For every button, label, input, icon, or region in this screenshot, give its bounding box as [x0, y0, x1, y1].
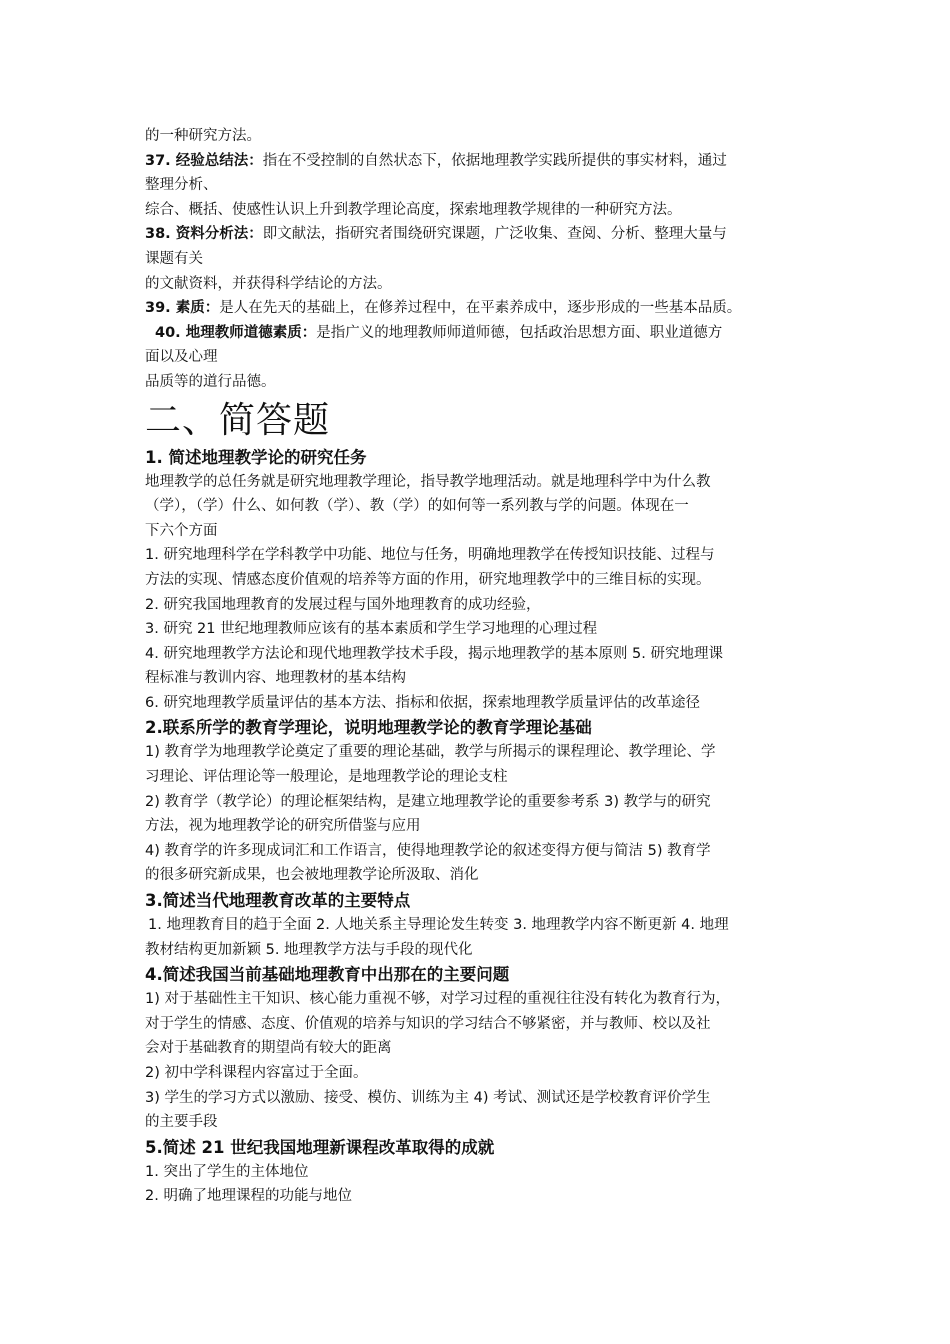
paragraph-line: 品质等的道行品德。: [145, 373, 276, 390]
question-5-answer: [145, 1160, 810, 1209]
definition-term: 37. 经验总结法：: [145, 152, 263, 169]
definition-text: 即文献法，指研究者围绕研究课题，广泛收集、查阅、分析、整理大量与: [262, 226, 727, 243]
answer-line: 的很多研究新成果，也会被地理教学论所汲取、消化: [145, 867, 479, 884]
answer-line: 习理论、评估理论等一般理论，是地理教学论的理论支柱: [145, 769, 508, 786]
paragraph-line: 综合、概括、使感性认识上升到教学理论高度，探索地理教学规律的一种研究方法。: [145, 201, 682, 218]
answer-line: 1) 对于基础性主干知识、核心能力重视不够，对学习过程的重视往往没有转化为教育行为，: [145, 991, 730, 1008]
answer-line: 2) 教育学（教学论）的理论框架结构，是建立地理教学论的重要参考系 3) 教学与的研究: [145, 793, 711, 810]
definition-38: [145, 222, 810, 247]
definition-37: [145, 149, 810, 174]
paragraph-line: 面以及心理: [145, 349, 218, 366]
definition-term: 38. 资料分析法：: [145, 226, 263, 243]
answer-line: 程标准与教训内容、地理教材的基本结构: [145, 670, 406, 687]
question-5-title: 5.简述 21 世纪我国地理新课程改革取得的成就: [145, 1137, 495, 1157]
question-3-answer: [145, 913, 810, 962]
paragraph-line: 的文献资料，并获得科学结论的方法。: [145, 275, 392, 292]
definition-term: 39. 素质：: [145, 300, 220, 317]
answer-line: 3. 研究 21 世纪地理教师应该有的基本素质和学生学习地理的心理过程: [145, 621, 598, 638]
document-page: [145, 124, 810, 1209]
answer-line: 4) 教育学的许多现成词汇和工作语言，使得地理教学论的叙述变得方便与简洁 5) 教育学: [145, 842, 711, 859]
answer-line: 2. 研究我国地理教育的发展过程与国外地理教育的成功经验，: [145, 596, 541, 613]
answer-line: 2. 明确了地理课程的功能与地位: [145, 1188, 352, 1205]
answer-line: 2) 初中学科课程内容富过于全面。: [145, 1065, 368, 1081]
answer-line: 1) 教育学为地理教学论奠定了重要的理论基础，教学与所揭示的课程理论、教学理论、学: [145, 744, 716, 761]
question-2-answer: [145, 740, 810, 888]
answer-line: 的主要手段: [145, 1114, 218, 1131]
definition-39: [145, 296, 810, 321]
question-1-answer: [145, 470, 810, 716]
answer-line: （学），（学）什么、如何教（学）、教（学）的如何等一系列教与学的问题。体现在一: [145, 498, 689, 515]
answer-line: 3) 学生的学习方式以激励、接受、模仿、训练为主 4) 考试、测试还是学校教育评价学生: [145, 1089, 711, 1106]
question-4-answer: [145, 987, 810, 1135]
answer-line: 方法的实现、情感态度价值观的培养等方面的作用，研究地理教学中的三维目标的实现。: [145, 571, 711, 588]
definition-text: 是指广义的地理教师师道师德，包括政治思想方面、职业道德方: [316, 324, 723, 341]
answer-line: 方法，视为地理教学论的研究所借鉴与应用: [145, 818, 421, 835]
answer-line: 1. 突出了学生的主体地位: [145, 1163, 309, 1180]
definition-text: 是人在先天的基础上，在修养过程中，在平素养成中，逐步形成的一些基本品质。: [219, 300, 742, 317]
answer-line: 4. 研究地理教学方法论和现代地理教学技术手段，揭示地理教学的基本原则 5. 研究地理课: [145, 645, 723, 662]
definition-40: [145, 321, 810, 346]
question-4-title: 4.简述我国当前基础地理教育中出那在的主要问题: [145, 965, 510, 985]
definition-text: 指在不受控制的自然状态下，依据地理教学实践所提供的事实材料，通过: [262, 152, 727, 169]
answer-line: 对于学生的情感、态度、价值观的培养与知识的学习结合不够紧密，并与教师、校以及社: [145, 1015, 711, 1032]
answer-line: 6. 研究地理教学质量评估的基本方法、指标和依据，探索地理教学质量评估的改革途径: [145, 694, 700, 711]
paragraph-line: 的一种研究方法。: [145, 128, 261, 144]
paragraph-line: 整理分析、: [145, 177, 218, 194]
question-2-title: 2.联系所学的教育学理论，说明地理教学论的教育学理论基础: [145, 718, 592, 738]
answer-line: 1. 地理教育目的趋于全面 2. 人地关系主导理论发生转变 3. 地理教学内容不断更新 4. 地理: [148, 917, 729, 934]
answer-line: 地理教学的总任务就是研究地理教学理论，指导教学地理活动。就是地理科学中为什么教: [145, 473, 711, 490]
answer-line: 会对于基础教育的期望尚有较大的距离: [145, 1040, 392, 1057]
question-1-title: 1. 简述地理教学论的研究任务: [145, 447, 367, 467]
answer-line: 教材结构更加新颖 5. 地理教学方法与手段的现代化: [145, 941, 473, 958]
paragraph-line: 课题有关: [145, 250, 203, 267]
section-heading: 二、简答题: [145, 399, 331, 441]
answer-line: 1. 研究地理科学在学科教学中功能、地位与任务，明确地理教学在传授知识技能、过程与: [145, 547, 715, 564]
question-3-title: 3.简述当代地理教育改革的主要特点: [145, 891, 411, 911]
answer-line: 下六个方面: [145, 522, 218, 539]
definition-term: 40. 地理教师道德素质：: [155, 324, 317, 341]
